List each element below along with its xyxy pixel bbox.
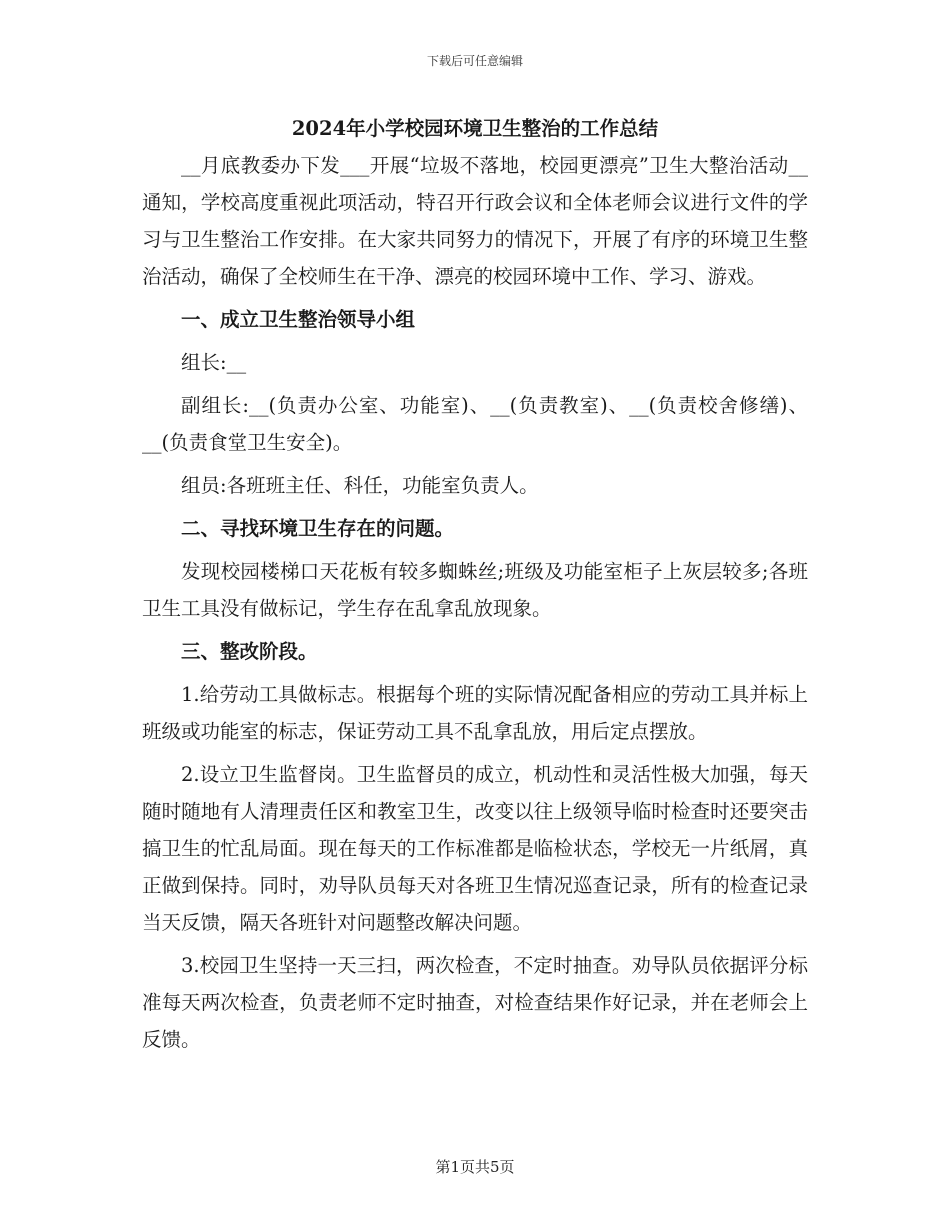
document-body [142,110,808,1058]
section-heading-3: 三、整改阶段。 [181,640,318,663]
item-1-paragraph: 1.给劳动工具做标志。根据每个班的实际情况配备相应的劳动工具并标上班级或功能室的标志，保证劳动工具不乱拿乱放，用后定点摆放。 [142,683,808,743]
members-line: 组员:各班班主任、科任，功能室负责人。 [181,474,539,497]
item-2-paragraph: 2.设立卫生监督岗。卫生监督员的成立，机动性和灵活性极大加强，每天随时随地有人清理责任区和教室卫生，改变以往上级领导临时检查时还要突击搞卫生的忙乱局面。现在每天的工作标准都是临检状态，学校无一片纸屑，真正做到保持。同时，劝导队员每天对各班卫生情况巡查记录，所有的检查记录当天反馈，隔天各班针对问题整改解决问题。 [142,763,808,934]
section-heading-2: 二、寻找环境卫生存在的问题。 [181,517,455,540]
page-number-footer: 第1页共5页 [435,1158,515,1176]
header-note: 下载后可任意编辑 [426,54,523,68]
problems-paragraph: 发现校园楼梯口天花板有较多蜘蛛丝;班级及功能室柜子上灰层较多;各班卫生工具没有做标记，学生存在乱拿乱放现象。 [142,560,808,620]
section-heading-1: 一、成立卫生整治领导小组 [181,308,416,331]
item-3-paragraph: 3.校园卫生坚持一天三扫，两次检查，不定时抽查。劝导队员依据评分标准每天两次检查，负责老师不定时抽查，对检查结果作好记录，并在老师会上反馈。 [142,954,808,1051]
intro-paragraph: __月底教委办下发___开展“垃圾不落地，校园更漂亮”卫生大整治活动__通知，学校高度重视此项活动，特召开行政会议和全体老师会议进行文件的学习与卫生整治工作安排。在大家共同努力的情况下，开展了有序的环境卫生整治活动，确保了全校师生在干净、漂亮的校园环境中工作、学习、游戏。 [142,154,808,288]
document-title: 2024年小学校园环境卫生整治的工作总结 [291,117,659,140]
leader-line: 组长:__ [181,351,247,374]
deputy-leader-line: 副组长:__(负责办公室、功能室)、__(负责教室)、__(负责校舍修缮)、__(负责食堂卫生安全)。 [142,394,808,454]
